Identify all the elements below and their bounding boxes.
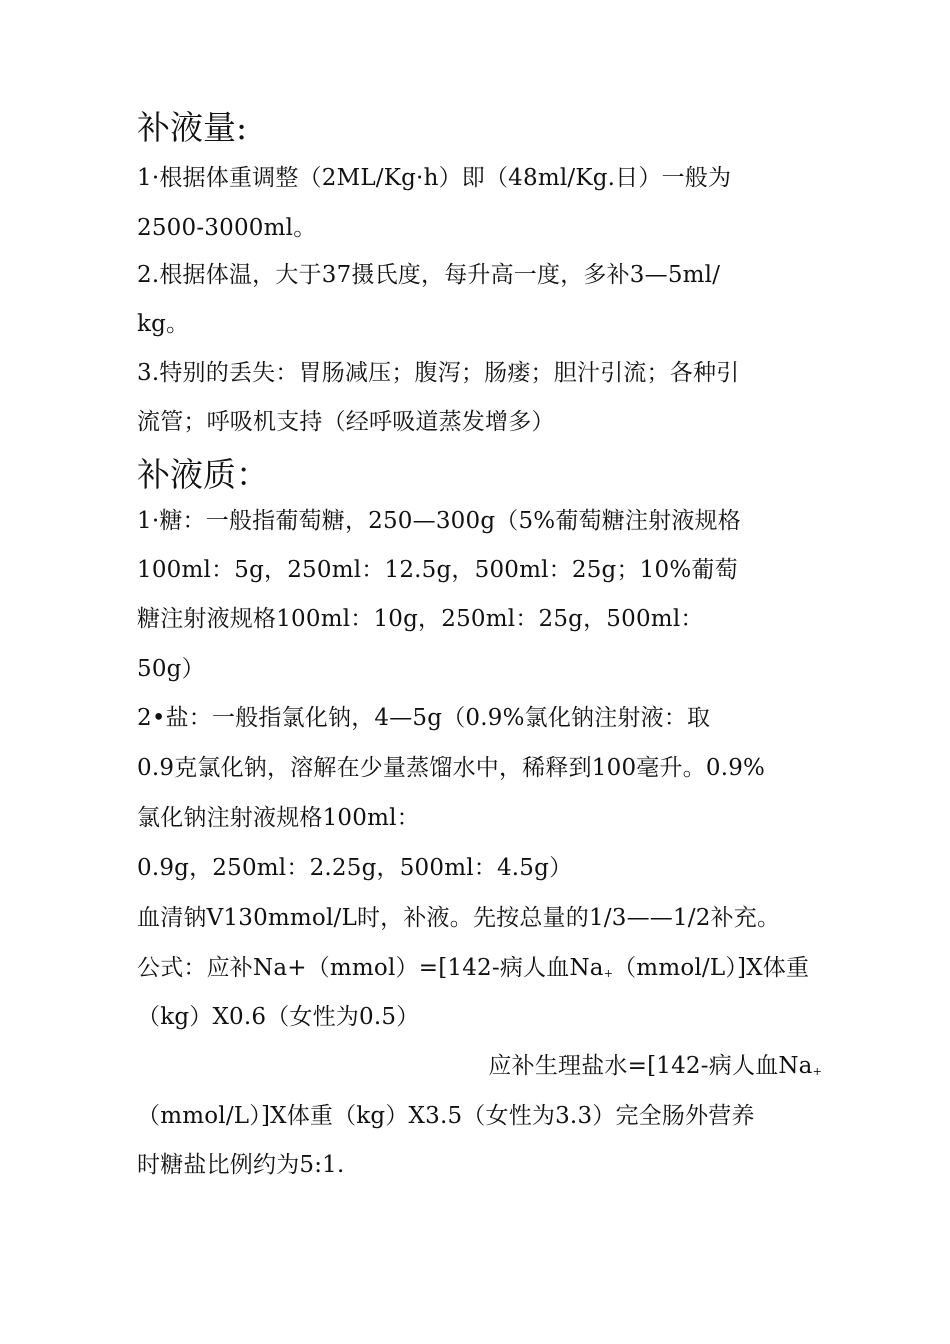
formula-1-text-a: 公式：应补Na+（mmol）=[142-病人血Na <box>137 955 604 981</box>
volume-line-4: kg。 <box>137 311 190 337</box>
formula-1-line-a <box>137 953 809 989</box>
quality-line-4: 50g） <box>137 656 205 682</box>
formula-2-subscript: + <box>812 1065 822 1078</box>
volume-line-6: 流管；呼吸机支持（经呼吸道蒸发增多） <box>137 409 555 435</box>
formula-2-line-c: 时糖盐比例约为5:1. <box>137 1152 345 1178</box>
quality-line-3: 糖注射液规格100ml：10g，250ml：25g，500ml： <box>137 606 704 632</box>
volume-line-5: 3.特别的丢失：胃肠减压；腹泻；肠瘘；胆汁引流；各种引 <box>137 360 740 386</box>
formula-1-text-b: （mmol/L）]X体重 <box>613 955 810 981</box>
heading-fluid-quality: 补液质： <box>137 455 269 494</box>
formula-2-line-b: （mmol/L）]X体重（kg）X3.5（女性为3.3）完全肠外营养 <box>137 1103 755 1129</box>
formula-1-line-b: （kg）X0.6（女性为0.5） <box>137 1004 420 1030</box>
quality-line-2: 100ml：5g，250ml：12.5g，500ml：25g；10%葡萄 <box>137 557 738 583</box>
formula-2-line-a <box>488 1051 822 1087</box>
quality-line-9: 血清钠V130mmol/L时，补液。先按总量的1/3——1/2补充。 <box>137 905 781 931</box>
quality-line-8: 0.9g，250ml：2.25g，500ml：4.5g） <box>137 855 573 881</box>
heading-fluid-volume: 补液量: <box>137 108 248 147</box>
volume-line-2: 2500-3000ml。 <box>137 215 317 241</box>
quality-line-7: 氯化钠注射液规格100ml： <box>137 805 420 831</box>
quality-line-6: 0.9克氯化钠，溶解在少量蒸馏水中，稀释到100毫升。0.9% <box>137 755 766 781</box>
formula-2-text-a: 应补生理盐水=[142-病人血Na <box>488 1053 813 1079</box>
quality-line-5: 2•盐：一般指氯化钠，4—5g（0.9%氯化钠注射液：取 <box>137 705 711 731</box>
quality-line-1: 1·糖：一般指葡萄糖，250—300g（5%葡萄糖注射液规格 <box>137 508 741 534</box>
volume-line-3: 2.根据体温，大于37摄氏度，每升高一度，多补3—5ml/ <box>137 262 721 288</box>
formula-1-subscript: + <box>603 967 614 980</box>
volume-line-1: 1·根据体重调整（2ML/Kg·h）即（48ml/Kg.日）一般为 <box>137 165 732 191</box>
